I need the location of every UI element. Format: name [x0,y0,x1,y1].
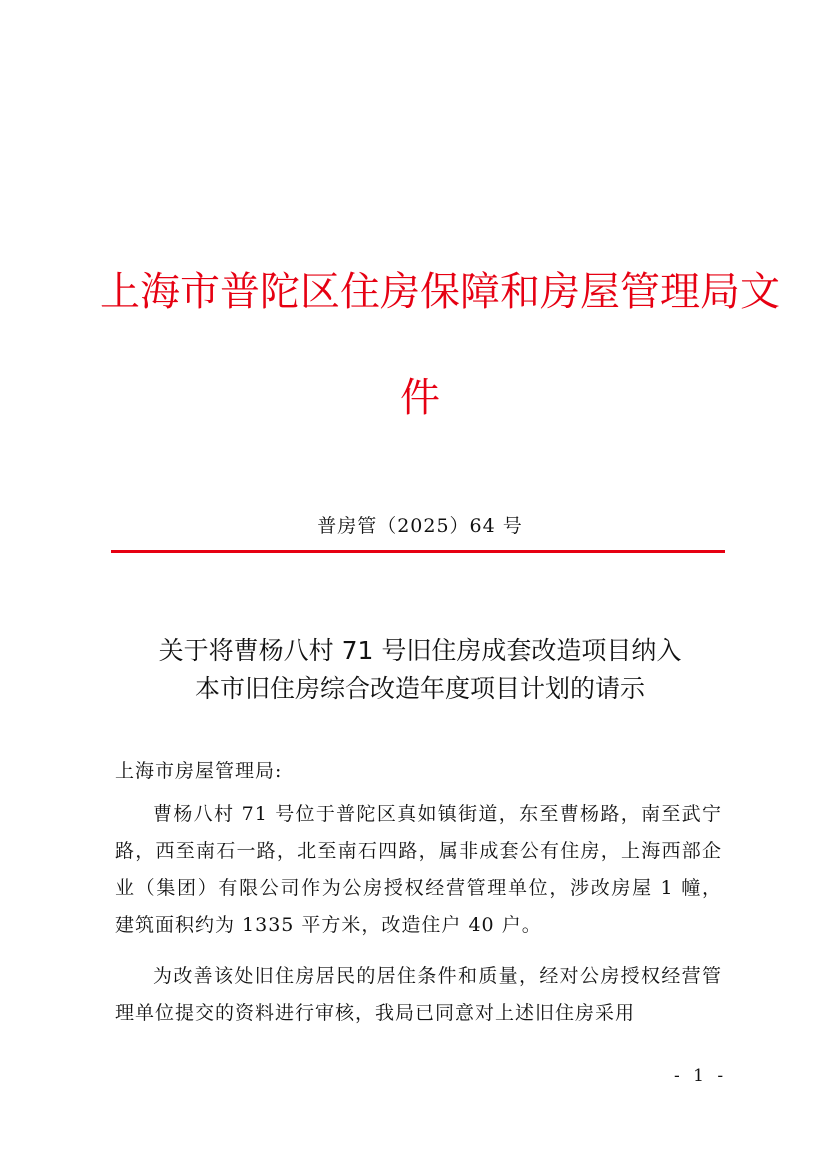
document-subject-line2: 本市旧住房综合改造年度项目计划的请示 [194,674,645,703]
document-subject-line1: 关于将曹杨八村 71 号旧住房成套改造项目纳入 [158,636,682,665]
issuing-authority-header-line2: 件 [400,375,440,421]
body-paragraph: 为改善该处旧住房居民的居住条件和质量，经对公房授权经营管理单位提交的资料进行审核，我局已同意对上述旧住房采用 [115,965,722,1024]
salutation: 上海市房屋管理局: [115,760,283,782]
body-paragraph: 曹杨八村 71 号位于普陀区真如镇街道，东至曹杨路，南至武宁路，西至南石一路，北至南石四路，属非成套公有住房，上海西部企业（集团）有限公司作为公房授权经营管理单位，涉改房屋 1 幢，建筑面积约为 1335 平方米，改造住户 40 户。 [115,803,722,936]
red-separator-line [111,550,725,553]
page-number: - 1 - [674,1066,728,1086]
document-number: 普房管（2025）64 号 [317,515,523,537]
issuing-authority-header-line1: 上海市普陀区住房保障和房屋管理局文 [100,269,780,315]
